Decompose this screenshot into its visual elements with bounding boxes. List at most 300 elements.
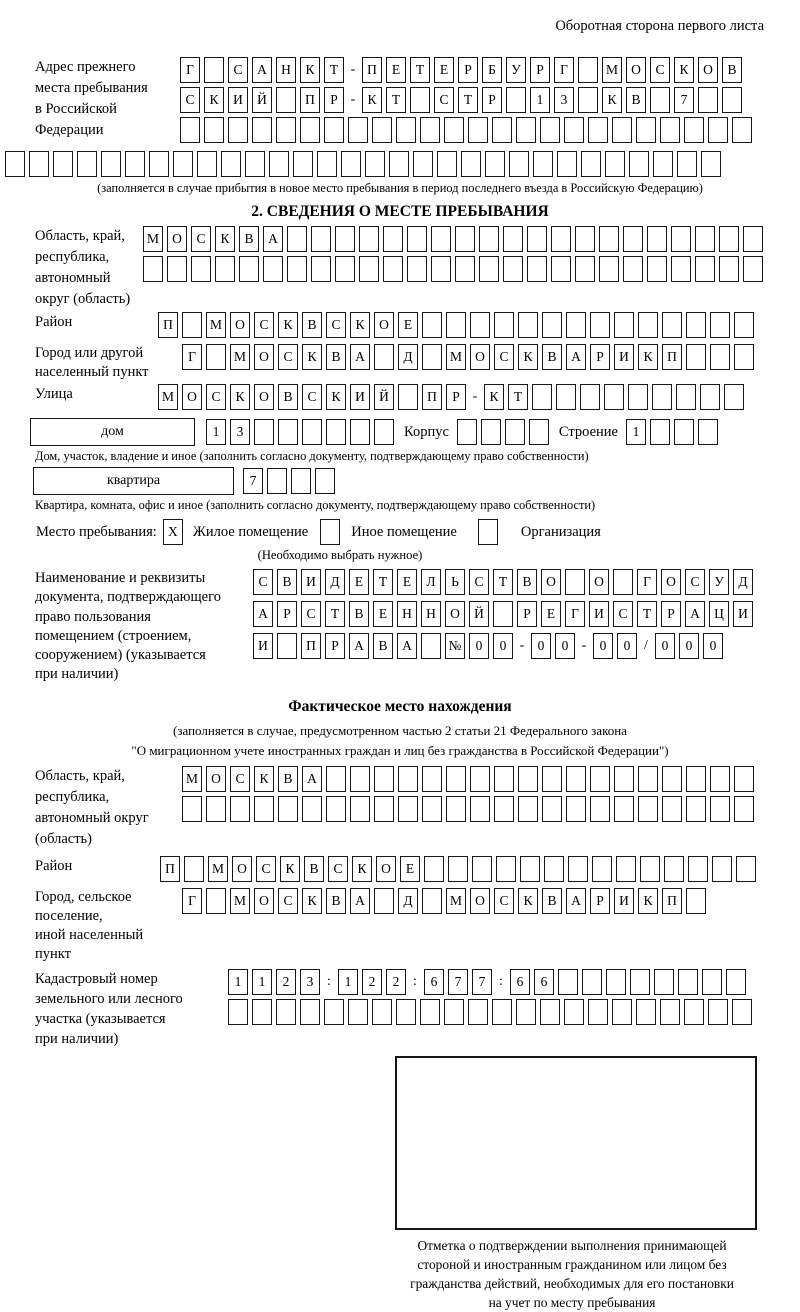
char-cell[interactable]: О [589,569,609,595]
char-cell[interactable] [640,856,660,882]
char-cell[interactable] [407,226,427,252]
char-cell[interactable] [664,856,684,882]
char-cell[interactable] [197,151,217,177]
char-cell[interactable] [374,344,394,370]
char-cell[interactable]: 6 [510,969,530,995]
char-cell[interactable] [350,796,370,822]
char-cell[interactable] [374,796,394,822]
char-cell[interactable] [326,796,346,822]
char-cell[interactable]: В [326,344,346,370]
char-cell[interactable] [734,766,754,792]
char-cell[interactable] [324,999,344,1025]
char-cell[interactable]: А [685,601,705,627]
char-cell[interactable] [612,999,632,1025]
char-cell[interactable]: 0 [655,633,675,659]
char-cell[interactable] [167,256,187,282]
char-cell[interactable] [506,87,526,113]
char-cell[interactable] [372,999,392,1025]
char-cell[interactable] [492,117,512,143]
char-cell[interactable] [650,87,670,113]
char-cell[interactable] [614,312,634,338]
char-cell[interactable] [544,856,564,882]
char-cell[interactable]: Б [482,57,502,83]
char-cell[interactable]: С [469,569,489,595]
checkbox-org[interactable] [478,519,498,545]
char-cell[interactable] [686,312,706,338]
char-cell[interactable] [684,117,704,143]
char-cell[interactable] [623,226,643,252]
char-cell[interactable]: М [230,888,250,914]
char-cell[interactable]: Р [530,57,550,83]
char-cell[interactable]: М [182,766,202,792]
char-cell[interactable] [516,999,536,1025]
char-cell[interactable]: К [362,87,382,113]
char-cell[interactable] [630,969,650,995]
char-cell[interactable] [221,151,241,177]
char-cell[interactable]: С [302,384,322,410]
char-cell[interactable] [614,766,634,792]
char-cell[interactable] [588,999,608,1025]
char-cell[interactable]: М [446,344,466,370]
char-cell[interactable]: 3 [230,419,250,445]
char-cell[interactable] [204,117,224,143]
char-cell[interactable]: В [542,344,562,370]
char-cell[interactable]: К [350,312,370,338]
char-cell[interactable] [239,256,259,282]
char-cell[interactable]: К [638,888,658,914]
char-cell[interactable] [698,419,718,445]
char-cell[interactable]: Т [508,384,528,410]
char-cell[interactable] [254,796,274,822]
char-cell[interactable] [678,969,698,995]
char-cell[interactable]: 0 [531,633,551,659]
char-cell[interactable] [613,569,633,595]
char-cell[interactable]: О [541,569,561,595]
char-cell[interactable] [710,796,730,822]
char-cell[interactable]: О [254,384,274,410]
char-cell[interactable] [698,87,718,113]
char-cell[interactable]: С [494,888,514,914]
char-cell[interactable] [700,384,720,410]
char-cell[interactable]: У [709,569,729,595]
char-cell[interactable] [5,151,25,177]
char-cell[interactable] [457,419,477,445]
char-cell[interactable]: Е [349,569,369,595]
char-cell[interactable] [580,384,600,410]
char-cell[interactable] [420,999,440,1025]
char-cell[interactable]: И [614,344,634,370]
char-cell[interactable] [708,999,728,1025]
char-cell[interactable]: Н [397,601,417,627]
char-cell[interactable] [684,999,704,1025]
char-cell[interactable]: С [254,312,274,338]
char-cell[interactable]: 0 [593,633,613,659]
char-cell[interactable] [348,117,368,143]
char-cell[interactable] [674,419,694,445]
char-cell[interactable] [556,384,576,410]
char-cell[interactable]: Р [324,87,344,113]
char-cell[interactable] [468,117,488,143]
char-cell[interactable]: М [208,856,228,882]
char-cell[interactable]: Д [733,569,753,595]
char-cell[interactable]: В [239,226,259,252]
char-cell[interactable]: П [301,633,321,659]
char-cell[interactable]: Т [373,569,393,595]
char-cell[interactable] [566,796,586,822]
char-cell[interactable] [470,796,490,822]
char-cell[interactable]: К [278,312,298,338]
char-cell[interactable]: У [506,57,526,83]
char-cell[interactable]: Л [421,569,441,595]
char-cell[interactable] [431,226,451,252]
char-cell[interactable]: 1 [626,419,646,445]
char-cell[interactable] [702,969,722,995]
char-cell[interactable] [421,633,441,659]
char-cell[interactable]: Ц [709,601,729,627]
char-cell[interactable] [461,151,481,177]
char-cell[interactable]: П [422,384,442,410]
char-cell[interactable] [581,151,601,177]
char-cell[interactable] [653,151,673,177]
char-cell[interactable] [396,999,416,1025]
char-cell[interactable] [479,226,499,252]
char-cell[interactable]: С [191,226,211,252]
char-cell[interactable] [470,766,490,792]
char-cell[interactable]: Г [180,57,200,83]
char-cell[interactable]: В [304,856,324,882]
char-cell[interactable]: Е [541,601,561,627]
char-cell[interactable] [671,226,691,252]
checkbox-zhiloe[interactable]: X [163,519,183,545]
char-cell[interactable] [276,117,296,143]
char-cell[interactable] [623,256,643,282]
char-cell[interactable] [173,151,193,177]
char-cell[interactable]: О [470,888,490,914]
char-cell[interactable]: 1 [228,969,248,995]
char-cell[interactable] [724,384,744,410]
char-cell[interactable]: Т [324,57,344,83]
char-cell[interactable] [252,117,272,143]
char-cell[interactable] [590,766,610,792]
char-cell[interactable] [568,856,588,882]
char-cell[interactable] [326,766,346,792]
char-cell[interactable] [551,226,571,252]
char-cell[interactable]: Т [458,87,478,113]
char-cell[interactable] [578,87,598,113]
char-cell[interactable] [660,999,680,1025]
char-cell[interactable] [365,151,385,177]
char-cell[interactable]: 0 [679,633,699,659]
char-cell[interactable]: А [302,766,322,792]
char-cell[interactable] [422,888,442,914]
char-cell[interactable] [398,766,418,792]
char-cell[interactable]: Г [637,569,657,595]
char-cell[interactable] [300,117,320,143]
char-cell[interactable]: Ь [445,569,465,595]
char-cell[interactable]: № [445,633,465,659]
char-cell[interactable] [300,999,320,1025]
char-cell[interactable] [503,226,523,252]
char-cell[interactable] [470,312,490,338]
char-cell[interactable] [677,151,697,177]
char-cell[interactable] [29,151,49,177]
char-cell[interactable] [326,419,346,445]
char-cell[interactable]: К [215,226,235,252]
char-cell[interactable] [182,312,202,338]
char-cell[interactable]: 1 [252,969,272,995]
char-cell[interactable]: О [167,226,187,252]
char-cell[interactable]: О [445,601,465,627]
char-cell[interactable]: И [350,384,370,410]
char-cell[interactable]: К [302,888,322,914]
char-cell[interactable] [444,999,464,1025]
char-cell[interactable]: 6 [424,969,444,995]
char-cell[interactable] [324,117,344,143]
char-cell[interactable]: Р [517,601,537,627]
char-cell[interactable] [676,384,696,410]
char-cell[interactable]: Р [661,601,681,627]
char-cell[interactable] [652,384,672,410]
char-cell[interactable]: П [158,312,178,338]
char-cell[interactable]: Д [398,344,418,370]
char-cell[interactable] [228,999,248,1025]
char-cell[interactable] [101,151,121,177]
char-cell[interactable]: М [230,344,250,370]
char-cell[interactable] [496,856,516,882]
char-cell[interactable] [494,766,514,792]
char-cell[interactable] [575,256,595,282]
char-cell[interactable] [206,344,226,370]
char-cell[interactable] [350,419,370,445]
char-cell[interactable]: 1 [530,87,550,113]
char-cell[interactable]: 3 [554,87,574,113]
char-cell[interactable] [736,856,756,882]
char-cell[interactable]: В [278,766,298,792]
char-cell[interactable] [277,633,297,659]
char-cell[interactable] [636,999,656,1025]
char-cell[interactable]: О [254,888,274,914]
char-cell[interactable]: Е [400,856,420,882]
char-cell[interactable]: 2 [386,969,406,995]
char-cell[interactable] [590,312,610,338]
char-cell[interactable] [302,796,322,822]
char-cell[interactable]: М [158,384,178,410]
char-cell[interactable] [348,999,368,1025]
char-cell[interactable]: Р [446,384,466,410]
char-cell[interactable]: П [662,888,682,914]
char-cell[interactable] [660,117,680,143]
char-cell[interactable] [542,796,562,822]
char-cell[interactable]: С [230,766,250,792]
char-cell[interactable]: 7 [448,969,468,995]
char-cell[interactable]: 0 [469,633,489,659]
char-cell[interactable]: К [674,57,694,83]
char-cell[interactable] [564,117,584,143]
char-cell[interactable]: М [602,57,622,83]
char-cell[interactable] [278,796,298,822]
char-cell[interactable]: С [278,344,298,370]
char-cell[interactable] [422,312,442,338]
char-cell[interactable]: 3 [300,969,320,995]
char-cell[interactable]: Е [373,601,393,627]
char-cell[interactable]: А [397,633,417,659]
char-cell[interactable] [575,226,595,252]
char-cell[interactable]: К [230,384,250,410]
char-cell[interactable] [614,796,634,822]
char-cell[interactable]: С [494,344,514,370]
char-cell[interactable]: 6 [534,969,554,995]
char-cell[interactable]: Н [276,57,296,83]
char-cell[interactable] [204,57,224,83]
char-cell[interactable] [612,117,632,143]
char-cell[interactable]: А [263,226,283,252]
char-cell[interactable]: О [254,344,274,370]
char-cell[interactable] [686,344,706,370]
char-cell[interactable]: В [626,87,646,113]
char-cell[interactable] [389,151,409,177]
char-cell[interactable]: Р [277,601,297,627]
char-cell[interactable] [599,256,619,282]
char-cell[interactable] [542,312,562,338]
char-cell[interactable] [558,969,578,995]
char-cell[interactable] [422,344,442,370]
char-cell[interactable]: С [301,601,321,627]
char-cell[interactable] [606,969,626,995]
char-cell[interactable] [616,856,636,882]
char-cell[interactable] [599,226,619,252]
char-cell[interactable]: П [362,57,382,83]
char-cell[interactable]: Г [565,601,585,627]
char-cell[interactable] [566,312,586,338]
char-cell[interactable] [293,151,313,177]
char-cell[interactable] [410,87,430,113]
char-cell[interactable] [245,151,265,177]
char-cell[interactable] [53,151,73,177]
char-cell[interactable] [551,256,571,282]
char-cell[interactable]: О [374,312,394,338]
char-cell[interactable] [335,256,355,282]
char-cell[interactable] [455,226,475,252]
char-cell[interactable] [722,87,742,113]
char-cell[interactable] [206,888,226,914]
char-cell[interactable] [671,256,691,282]
char-cell[interactable] [143,256,163,282]
char-cell[interactable] [557,151,577,177]
char-cell[interactable] [448,856,468,882]
char-cell[interactable]: 0 [555,633,575,659]
char-cell[interactable]: К [302,344,322,370]
char-cell[interactable] [532,384,552,410]
char-cell[interactable] [734,796,754,822]
char-cell[interactable] [125,151,145,177]
char-cell[interactable]: К [518,888,538,914]
char-cell[interactable]: И [733,601,753,627]
char-cell[interactable]: В [517,569,537,595]
char-cell[interactable] [520,856,540,882]
char-cell[interactable] [317,151,337,177]
char-cell[interactable]: О [626,57,646,83]
char-cell[interactable] [604,384,624,410]
char-cell[interactable] [287,226,307,252]
char-cell[interactable]: М [446,888,466,914]
char-cell[interactable] [398,384,418,410]
char-cell[interactable] [374,766,394,792]
char-cell[interactable]: Т [325,601,345,627]
char-cell[interactable] [446,766,466,792]
char-cell[interactable]: В [278,384,298,410]
char-cell[interactable]: А [252,57,272,83]
char-cell[interactable] [527,256,547,282]
char-cell[interactable]: О [182,384,202,410]
char-cell[interactable] [732,117,752,143]
char-cell[interactable] [287,256,307,282]
checkbox-inoe[interactable] [320,519,340,545]
char-cell[interactable]: Т [410,57,430,83]
char-cell[interactable]: О [698,57,718,83]
char-cell[interactable]: 7 [674,87,694,113]
char-cell[interactable]: С [180,87,200,113]
char-cell[interactable] [566,766,586,792]
char-cell[interactable]: Е [397,569,417,595]
char-cell[interactable] [252,999,272,1025]
char-cell[interactable]: К [638,344,658,370]
char-cell[interactable] [315,468,335,494]
char-cell[interactable]: 7 [243,468,263,494]
char-cell[interactable]: С [278,888,298,914]
char-cell[interactable]: С [434,87,454,113]
char-cell[interactable]: Г [182,888,202,914]
char-cell[interactable] [468,999,488,1025]
char-cell[interactable]: 0 [617,633,637,659]
char-cell[interactable] [578,57,598,83]
char-cell[interactable] [743,226,763,252]
char-cell[interactable] [564,999,584,1025]
char-cell[interactable]: В [722,57,742,83]
char-cell[interactable] [516,117,536,143]
char-cell[interactable] [422,796,442,822]
char-cell[interactable]: О [206,766,226,792]
char-cell[interactable] [494,796,514,822]
char-cell[interactable] [424,856,444,882]
char-cell[interactable] [267,468,287,494]
char-cell[interactable]: С [253,569,273,595]
char-cell[interactable] [431,256,451,282]
char-cell[interactable]: Р [482,87,502,113]
char-cell[interactable]: И [614,888,634,914]
char-cell[interactable]: К [518,344,538,370]
char-cell[interactable]: И [301,569,321,595]
char-cell[interactable] [479,256,499,282]
char-cell[interactable] [372,117,392,143]
char-cell[interactable]: Д [325,569,345,595]
char-cell[interactable] [191,256,211,282]
char-cell[interactable]: Р [590,888,610,914]
char-cell[interactable]: Й [374,384,394,410]
char-cell[interactable] [638,312,658,338]
char-cell[interactable]: В [302,312,322,338]
char-cell[interactable] [494,312,514,338]
char-cell[interactable] [302,419,322,445]
char-cell[interactable] [444,117,464,143]
char-cell[interactable] [647,226,667,252]
char-cell[interactable]: П [662,344,682,370]
char-cell[interactable]: В [326,888,346,914]
char-cell[interactable] [605,151,625,177]
char-cell[interactable] [686,796,706,822]
char-cell[interactable]: Е [434,57,454,83]
char-cell[interactable]: А [349,633,369,659]
char-cell[interactable] [276,87,296,113]
